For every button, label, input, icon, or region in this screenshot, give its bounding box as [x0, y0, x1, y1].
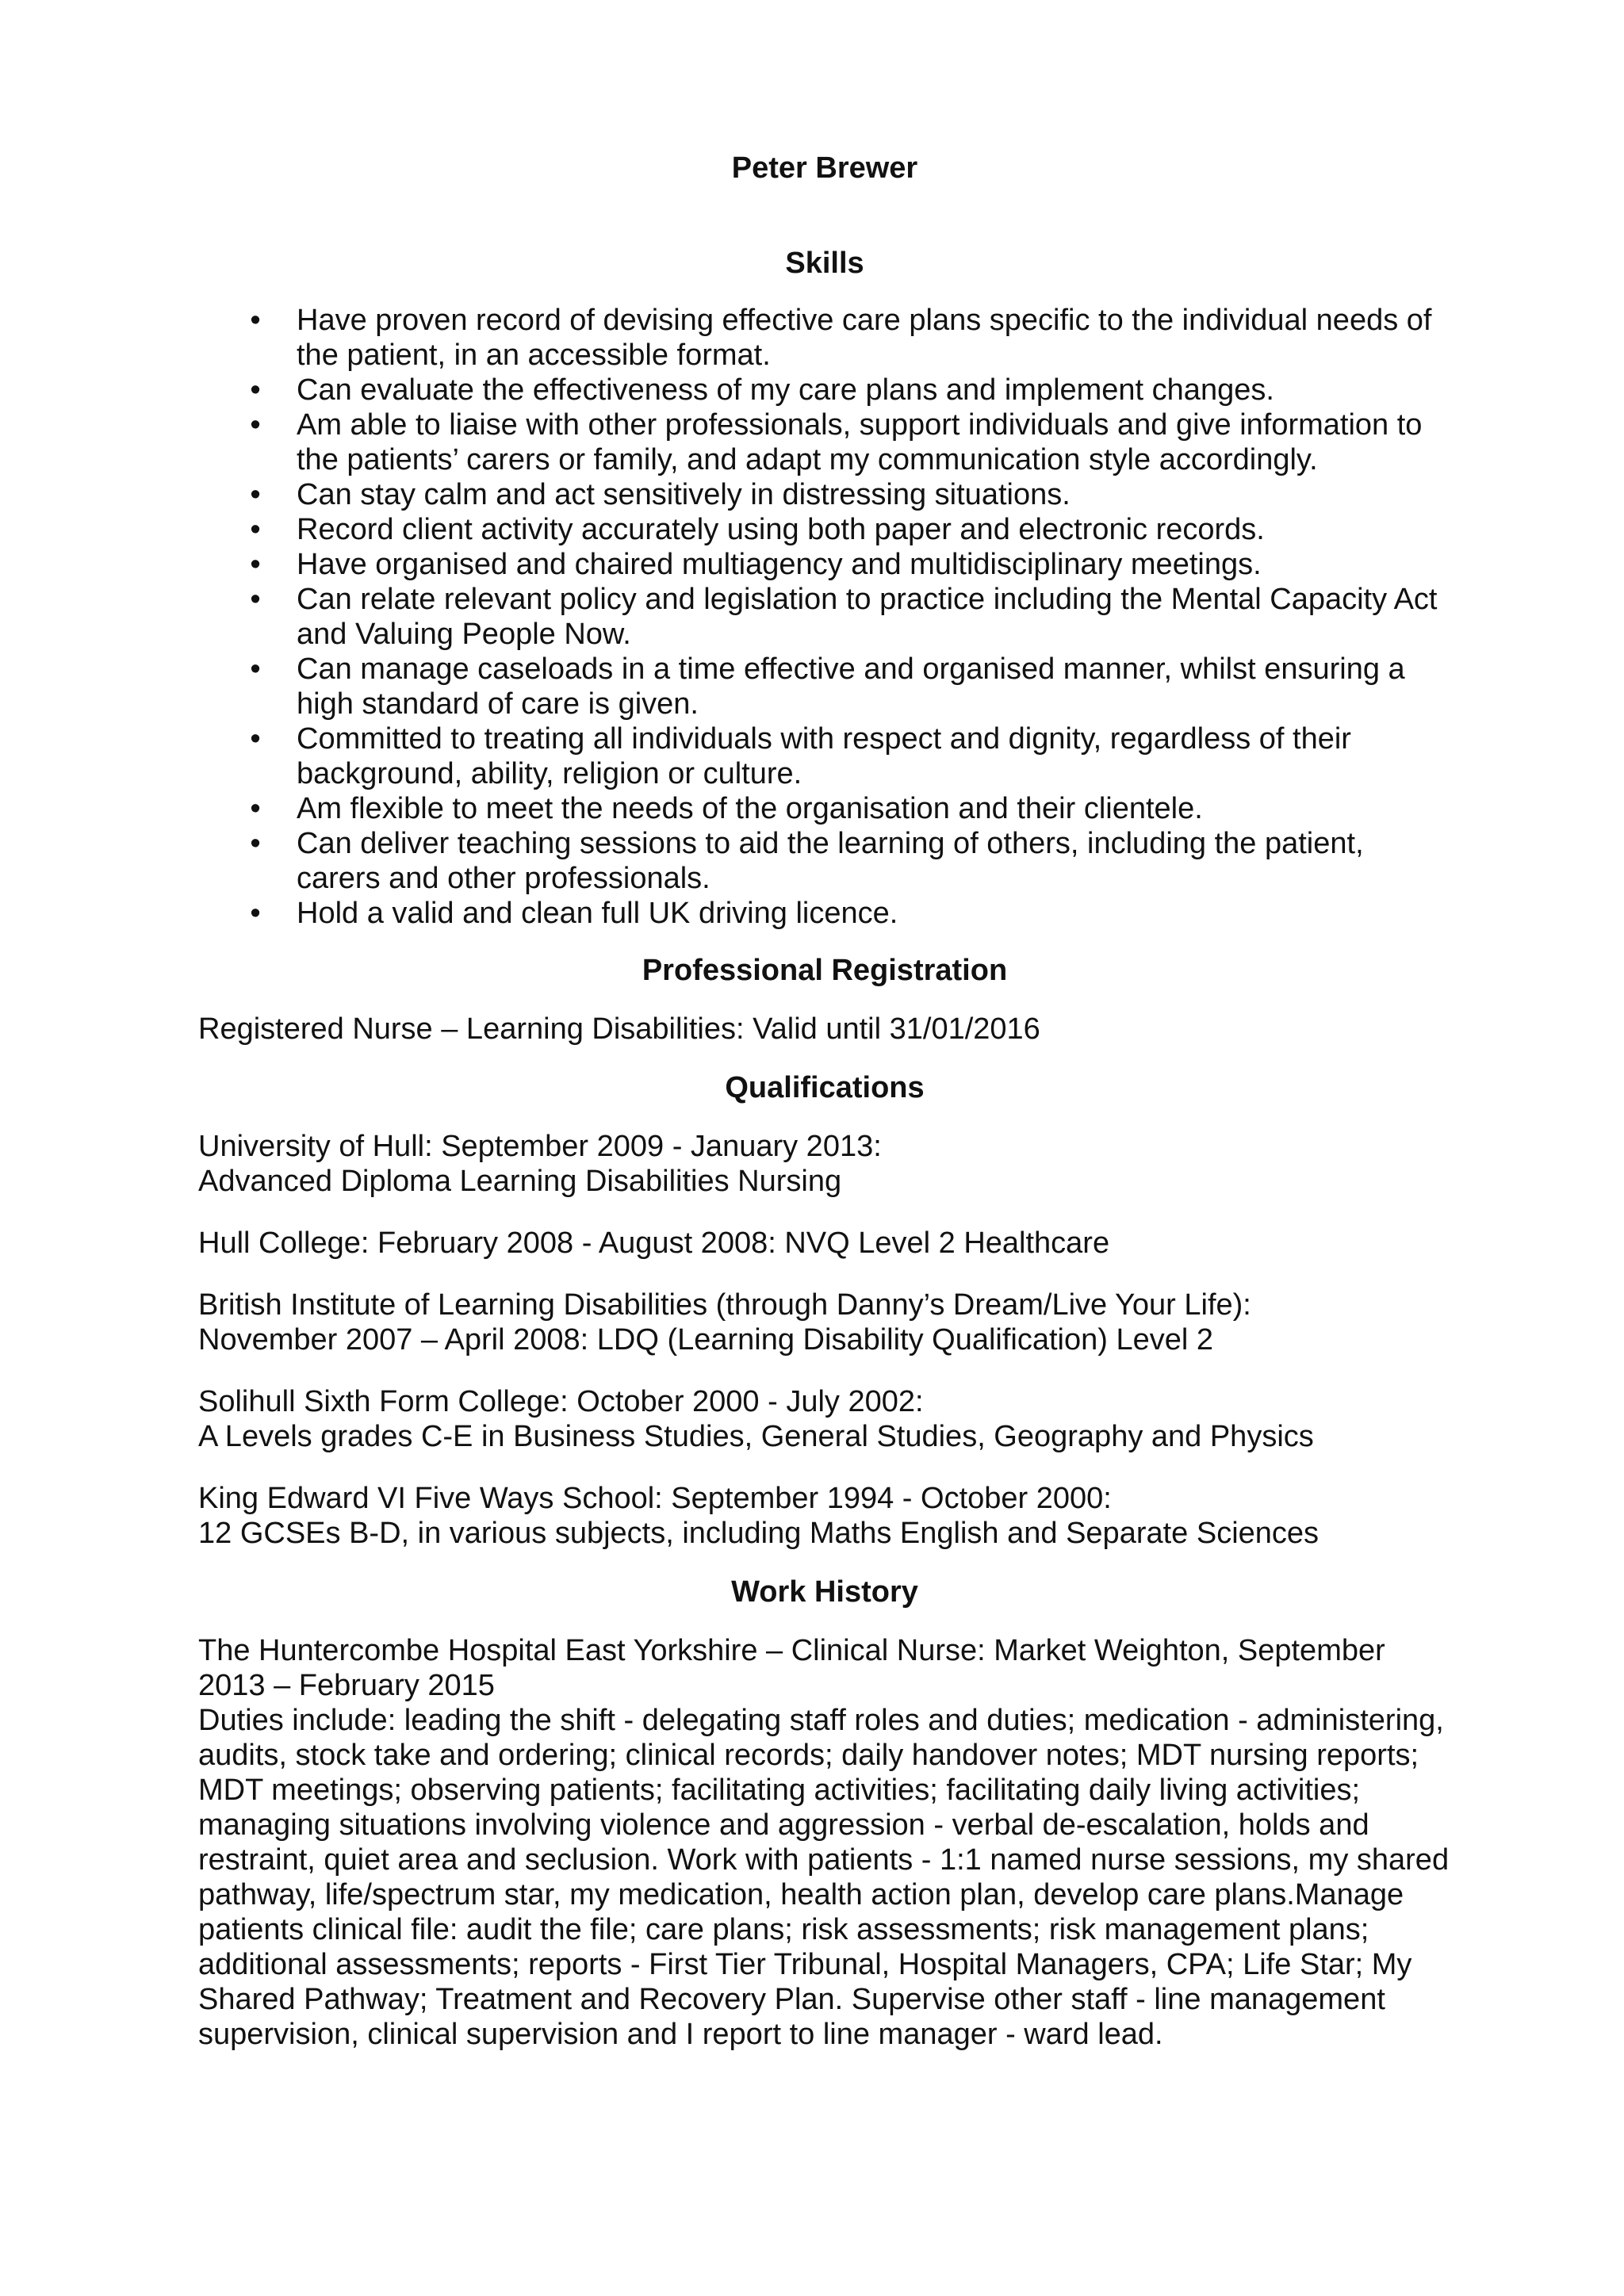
- bullet-icon: •: [250, 548, 261, 581]
- bullet-icon: •: [250, 373, 261, 407]
- qualification-line: Hull College: February 2008 - August 2008: NVQ Level 2 Healthcare: [198, 1226, 1110, 1260]
- qualification-line: 12 GCSEs B-D, in various subjects, including Maths English and Separate Sciences: [198, 1517, 1320, 1550]
- work-duties: Duties include: leading the shift - delegating staff roles and duties; medication - administering, audits, stock take and ordering; clinical records; daily handover notes; MDT nursing reports; MDT meetings; observing patients; facilitating activities; facilitating daily living activities; managing situations involving violence and aggression - verbal de-escalation, holds and restraint, quiet area and seclusion. Work with patients - 1:1 named nurse sessions, my shared pathway, life/spectrum star, my medication, health action plan, develop care plans.Manage patients clinical file: audit the file; care plans; risk assessments; risk management plans; additional assessments; reports - First Tier Tribunal, Hospital Managers, CPA; Life Star; My Shared Pathway; Treatment and Recovery Plan. Supervise other staff - line management supervision, clinical supervision and I report to line manager - ward lead.: [198, 1704, 1450, 2051]
- qualification-line: King Edward VI Five Ways School: September 1994 - October 2000:: [198, 1482, 1112, 1515]
- bullet-icon: •: [250, 583, 261, 616]
- bullet-icon: •: [250, 513, 261, 546]
- skill-item: • Am able to liaise with other professionals, support individuals and give information to the patients’ carers or family, and adapt my communication style accordingly.: [198, 408, 1451, 477]
- bullet-icon: •: [250, 652, 261, 686]
- qualification-entry: [198, 1481, 1451, 1551]
- qualifications-heading: Qualifications: [725, 1071, 925, 1104]
- skill-item: • Can manage caseloads in a time effective and organised manner, whilst ensuring a high standard of care is given.: [198, 652, 1451, 721]
- qualification-entry: [198, 1288, 1451, 1357]
- skills-heading: Skills: [785, 247, 864, 280]
- bullet-icon: •: [250, 722, 261, 756]
- cv-content: [198, 143, 1451, 2052]
- bullet-icon: •: [250, 792, 261, 825]
- skill-item: • Can deliver teaching sessions to aid the learning of others, including the patient, carers and other professionals.: [198, 826, 1451, 896]
- qualification-entry: [198, 1226, 1451, 1261]
- skills-list: [198, 303, 1451, 931]
- skill-item: • Committed to treating all individuals with respect and dignity, regardless of their background, ability, religion or culture.: [198, 721, 1451, 791]
- registration-text: Registered Nurse – Learning Disabilities: Valid until 31/01/2016: [198, 1012, 1040, 1046]
- work-role: The Huntercombe Hospital East Yorkshire – Clinical Nurse: Market Weighton, September 2013 – February 2015: [198, 1634, 1385, 1702]
- qualification-line: Solihull Sixth Form College: October 2000 - July 2002:: [198, 1385, 924, 1418]
- skill-item: • Have organised and chaired multiagency and multidisciplinary meetings.: [198, 547, 1451, 582]
- bullet-icon: •: [250, 897, 261, 930]
- registration-heading: Professional Registration: [642, 954, 1008, 987]
- qualification-line: November 2007 – April 2008: LDQ (Learning Disability Qualification) Level 2: [198, 1323, 1214, 1357]
- candidate-name: Peter Brewer: [731, 151, 918, 185]
- qualification-line: University of Hull: September 2009 - January 2013:: [198, 1130, 882, 1163]
- skill-item: • Have proven record of devising effective care plans specific to the individual needs of the patient, in an accessible format.: [198, 303, 1451, 373]
- qualification-line: A Levels grades C-E in Business Studies, General Studies, Geography and Physics: [198, 1420, 1314, 1453]
- skill-item: • Can relate relevant policy and legislation to practice including the Mental Capacity Act and Valuing People Now.: [198, 582, 1451, 652]
- qualification-entry: [198, 1384, 1451, 1454]
- qualification-entry: [198, 1129, 1451, 1199]
- bullet-icon: •: [250, 478, 261, 511]
- bullet-icon: •: [250, 304, 261, 337]
- qualification-line: Advanced Diploma Learning Disabilities Nursing: [198, 1165, 842, 1198]
- bullet-icon: •: [250, 408, 261, 442]
- work-history-heading: Work History: [731, 1575, 918, 1609]
- qualification-line: British Institute of Learning Disabilities (through Danny’s Dream/Live Your Life):: [198, 1288, 1251, 1322]
- skill-item: • Can stay calm and act sensitively in distressing situations.: [198, 477, 1451, 512]
- skill-item: • Hold a valid and clean full UK driving licence.: [198, 896, 1451, 931]
- skill-item: • Can evaluate the effectiveness of my care plans and implement changes.: [198, 373, 1451, 408]
- bullet-icon: •: [250, 827, 261, 860]
- skill-item: • Am flexible to meet the needs of the organisation and their clientele.: [198, 791, 1451, 826]
- skill-item: • Record client activity accurately using both paper and electronic records.: [198, 512, 1451, 547]
